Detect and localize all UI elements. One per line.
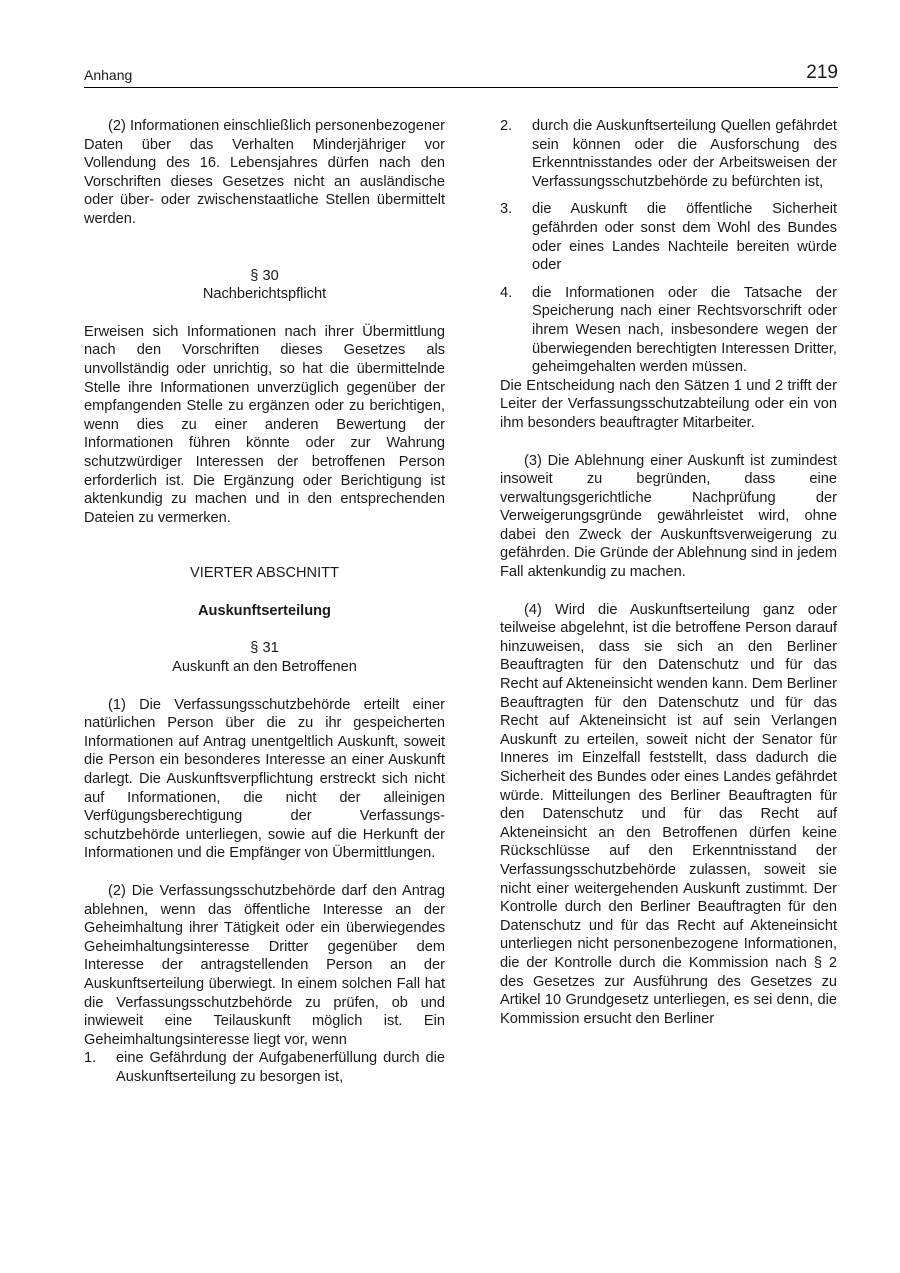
list-item-text: die Auskunft die öffentliche Sicherheit gefährden oder sonst dem Wohl des Bundes oder eines Landes Nachteile bereiten würde oder <box>532 201 837 274</box>
list-item <box>84 1049 445 1086</box>
right-column <box>500 117 837 1028</box>
list-item <box>500 200 837 274</box>
section-31-paragraph-4: (4) Wird die Auskunftserteilung ganz oder teilweise abgelehnt, ist die betroffene Person darauf hinzuweisen, dass sie sich an den Berliner Beauftragten für den Datenschutz und für das Recht auf Akteneinsicht wenden kann. Dem Berliner Beauftragten für den Datenschutz und für das Recht auf Akteneinsicht ist auf sein Verlangen Auskunft zu erteilen, soweit nicht der Senator für Inneres im Einzelfall feststellt, dass dadurch die Sicherheit des Bundes oder eines Landes gefährdet würde. Mitteilungen des Berliner Beauftragten für den Datenschutz und für das Recht auf Akteneinsicht an den Betroffenen dürfen keine Rückschlüsse auf den Erkenntnisstand der Verfassungsschutzbehörde zulassen, soweit sie nicht einer weitergehenden Auskunft zustimmt. Der Kontrolle durch den Berliner Beauftragten für den Datenschutz und für das Recht auf Akteneinsicht unterliegen nicht personenbezogene Informationen, die der Kontrolle durch die Kommission nach § 2 des Gesetzes zur Ausführung des Gesetzes zu Artikel 10 Grundgesetz unterliegen, es sei denn, die Kommission ersucht den Berliner <box>500 601 837 1027</box>
list-item-number: 4. <box>500 284 513 301</box>
section-30-title: Nachberichtspflicht <box>202 286 327 303</box>
list-item-number: 3. <box>500 201 513 218</box>
chapter-heading: VIERTER ABSCHNITT <box>190 565 339 582</box>
list-item-number: 1. <box>84 1050 97 1067</box>
section-31-paragraph-3: (3) Die Ablehnung einer Auskunft ist zumindest insoweit zu begründen, dass eine verwaltungsgerichtliche Nachprüfung der Verweigerungsgründe gewährleistet wird, ohne dabei den Zweck der Auskunftsverweigerung zu gefährden. Die Gründe der Ablehnung sind in jedem Fall aktenkundig zu machen. <box>500 452 837 581</box>
list-item <box>500 284 837 377</box>
list-item-text: durch die Auskunftserteilung Quellen gefährdet sein können oder die Ausforschung des Erkenntnisstandes oder der Arbeitsweisen der Verfassungsschutzbehörde zu befürchten ist, <box>532 118 837 190</box>
chapter-title: Auskunftserteilung <box>198 602 331 619</box>
page-header <box>84 62 838 88</box>
section-31-title: Auskunft an den Betroffenen <box>172 659 357 676</box>
list-item <box>500 117 837 191</box>
decision-paragraph: Die Entscheidung nach den Sätzen 1 und 2 trifft der Leiter der Verfassungsschutzabteilung oder ein von ihm besonders beauftragter Mitarbeiter. <box>500 377 837 431</box>
page-number: 219 <box>806 62 838 83</box>
list-item-text: eine Gefährdung der Aufgabenerfüllung durch die Auskunftserteilung zu besorgen ist, <box>116 1050 445 1085</box>
reason-list-right <box>500 117 837 377</box>
section-31-number: § 31 <box>250 640 279 657</box>
left-column <box>84 117 445 1087</box>
list-item-number: 2. <box>500 118 513 134</box>
section-30-number: § 30 <box>250 267 279 284</box>
list-item-text: die Informationen oder die Tatsache der Speicherung nach einer Rechtsvorschrift oder ihrem Wesen nach, insbesondere wegen der überwiegenden berechtigten Interessen Dritter, geheimgehalten werden müssen. <box>532 284 837 376</box>
section-31-paragraph-1: (1) Die Verfassungsschutzbehörde erteilt einer natürlichen Person über die zu ihr gespeicherten Informationen auf Antrag unentgeltlich Auskunft, soweit die Person ein besonderes Interesse an einer Auskunft darlegt. Die Auskunftsverpflichtung erstreckt sich nicht auf Informationen, die nicht der alleinigen Verfügungsberechtigung der Verfassungsschutzbehörde unterliegen, sowie auf die Herkunft der Informationen und die Empfänger von Übermittlungen. <box>84 696 445 862</box>
reason-list-left <box>84 1049 445 1086</box>
paragraph-intro: (2) Informationen einschließlich personenbezogener Daten über das Verhalten Minderjähriger vor Vollendung des 16. Lebensjahres dürfen nach den Vorschriften dieses Gesetzes nicht an ausländische oder über- oder zwischenstaatliche Stellen übermittelt werden. <box>84 118 445 227</box>
section-30-text: Erweisen sich Informationen nach ihrer Übermittlung nach den Vorschriften dieses Gesetzes als unvollständig oder unrichtig, so hat die übermittelnde Stelle ihre Informationen unverzüglich gegenüber der empfangenden Stelle zu ergänzen oder zu berichtigen, wenn dies zu einer anderen Bewertung der Informationen führen könnte oder zur Wahrung schutzwürdiger Interessen der betroffenen Person erforderlich ist. Die Ergänzung oder Berichtigung ist aktenkundig zu machen und in den entsprechenden Dateien zu vermerken. <box>84 323 445 526</box>
running-header-section: Anhang <box>84 67 133 83</box>
section-31-paragraph-2: (2) Die Verfassungsschutzbehörde darf den Antrag ablehnen, wenn das öffentliche Interesse an der Geheimhaltung ihrer Tätigkeit oder ein überwiegendes Geheimhaltungsinteresse Dritter gegenüber dem Interesse der antragstellenden Person an der Auskunftserteilung überwiegt. In einem solchen Fall hat die Verfassungsschutzbehörde zu prüfen, ob und inwieweit eine Teilauskunft möglich ist. Ein Geheimhaltungsinteresse liegt vor, wenn <box>84 883 445 1048</box>
